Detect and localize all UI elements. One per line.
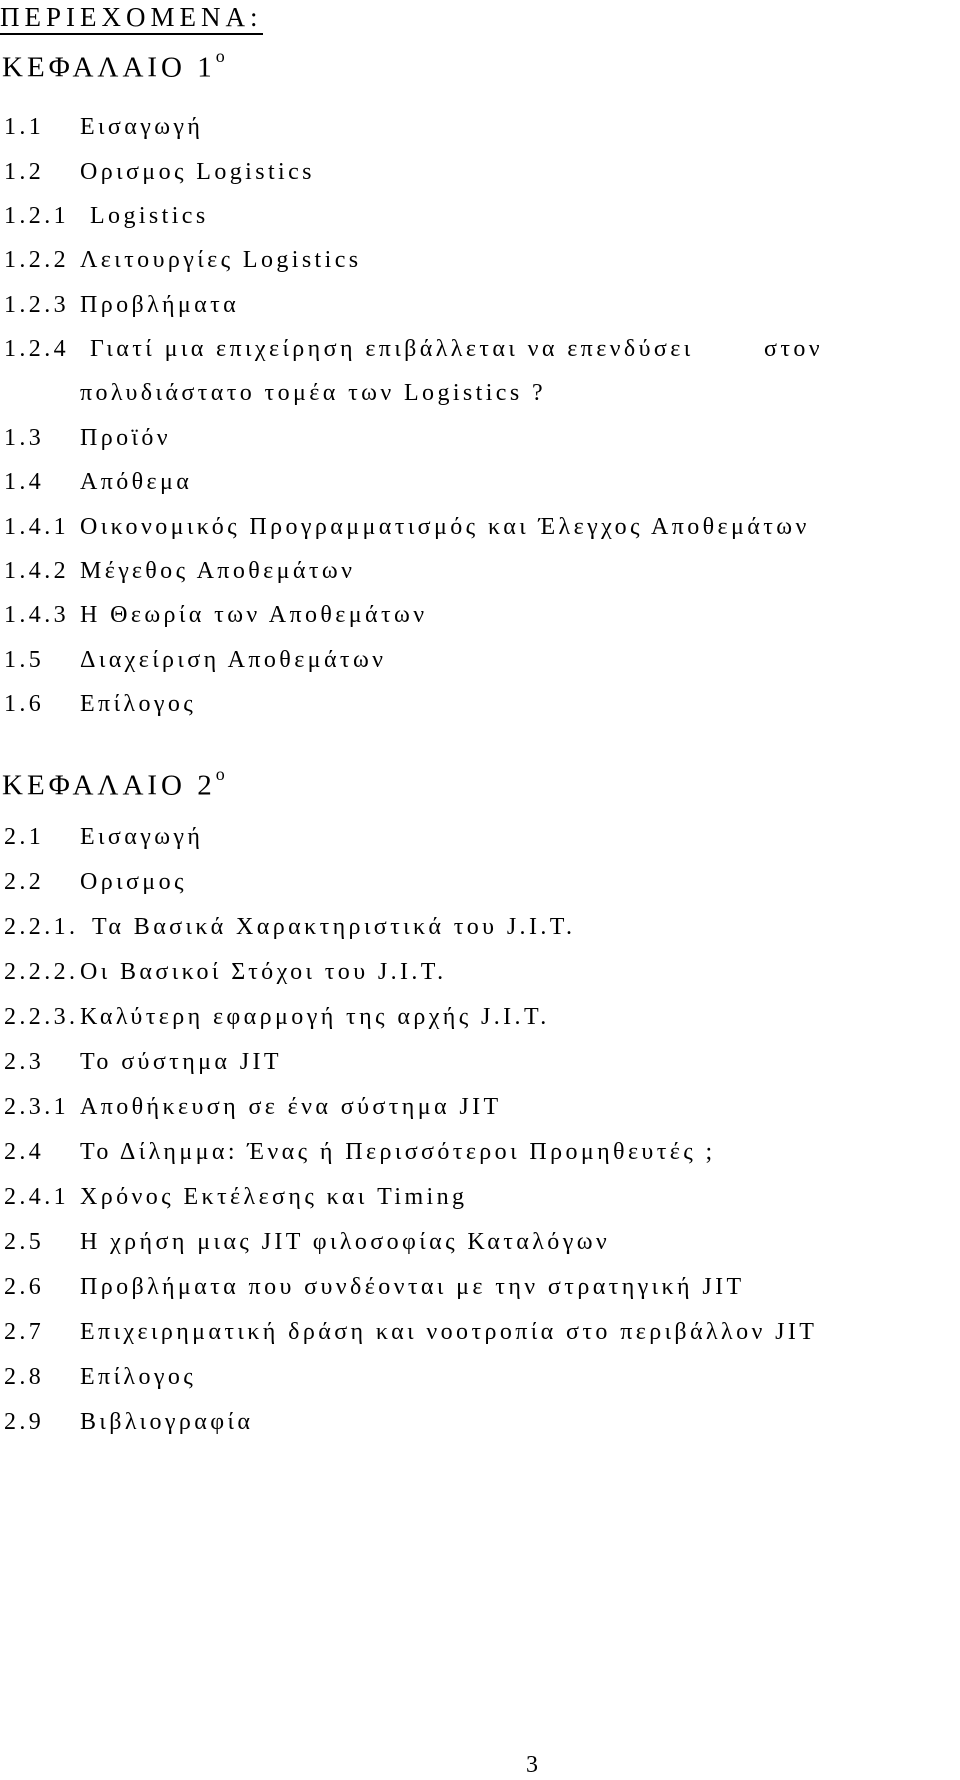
toc-text: Προβλήματα xyxy=(80,292,240,318)
toc-number: 1.4.1 xyxy=(4,514,69,540)
toc-text: Γιατί μια επιχείρηση επιβάλλεται να επενδύσει xyxy=(90,336,694,362)
toc-text-end: στον xyxy=(764,336,824,362)
toc-number: 1.1 xyxy=(4,114,45,140)
toc-text: Προβλήματα που συνδέονται με την στρατηγική JIT xyxy=(80,1274,745,1300)
toc-text: Το Δίλημμα: Ένας ή Περισσότεροι Προμηθευτές ; xyxy=(80,1139,716,1165)
toc-number: 2.1 xyxy=(4,824,45,850)
toc-text: Επιχειρηματική δράση και νοοτροπία στο περιβάλλον JIT xyxy=(80,1319,818,1345)
chapter-2-heading: ΚΕΦΑΛΑΙΟ $2^o$ xyxy=(2,764,225,802)
toc-number: 1.2.2 xyxy=(4,247,69,273)
toc-number: 2.4.1 xyxy=(4,1184,69,1210)
toc-text: Απόθεμα xyxy=(80,469,193,495)
toc-number: 1.2.4 xyxy=(4,336,69,362)
page-number: 3 xyxy=(526,1752,538,1778)
toc-text: Η χρήση μιας JIT φιλοσοφίας Καταλόγων xyxy=(80,1229,611,1255)
toc-text: Οικονομικός Προγραμματισμός και Έλεγχος Αποθεμάτων xyxy=(80,514,810,540)
toc-number: 2.5 xyxy=(4,1229,45,1255)
toc-number: 1.4 xyxy=(4,469,45,495)
toc-number: 2.7 xyxy=(4,1319,45,1345)
toc-text: Εισαγωγή xyxy=(80,114,204,140)
toc-number: 1.4.3 xyxy=(4,602,69,628)
toc-text: Προϊόν xyxy=(80,425,172,451)
toc-text: Ορισμος Logistics xyxy=(80,159,315,185)
toc-number: 2.3.1 xyxy=(4,1094,69,1120)
toc-text: Λειτουργίες Logistics xyxy=(80,247,362,273)
toc-text: Ορισμος xyxy=(80,869,187,895)
toc-text: Διαχείριση Αποθεμάτων xyxy=(80,647,387,673)
toc-text: Καλύτερη εφαρμογή της αρχής J.I.T. xyxy=(80,1004,550,1030)
toc-text: πολυδιάστατο τομέα των Logistics ? xyxy=(80,380,547,406)
toc-text: Επίλογος xyxy=(80,691,197,717)
toc-text: Εισαγωγή xyxy=(80,824,204,850)
toc-number: 2.4 xyxy=(4,1139,45,1165)
toc-number: 1.4.2 xyxy=(4,558,69,584)
toc-number: 1.2.1 xyxy=(4,203,69,229)
toc-number: 1.2.3 xyxy=(4,292,69,318)
toc-number: 2.2.3. xyxy=(4,1004,79,1030)
toc-number: 2.9 xyxy=(4,1409,45,1435)
toc-number: 1.5 xyxy=(4,647,45,673)
toc-number: 2.2.1. xyxy=(4,914,79,940)
toc-text: Το σύστημα JIT xyxy=(80,1049,282,1075)
toc-text: Βιβλιογραφία xyxy=(80,1409,254,1435)
toc-text: Χρόνος Εκτέλεσης και Timing xyxy=(80,1184,468,1210)
toc-text: Τα Βασικά Χαρακτηριστικά του J.I.T. xyxy=(92,914,576,940)
toc-number: 1.2 xyxy=(4,159,45,185)
toc-number: 2.8 xyxy=(4,1364,45,1390)
toc-text: Μέγεθος Αποθεμάτων xyxy=(80,558,356,584)
toc-number: 1.3 xyxy=(4,425,45,451)
toc-number: 2.6 xyxy=(4,1274,45,1300)
toc-text: Αποθήκευση σε ένα σύστημα JIT xyxy=(80,1094,502,1120)
toc-text: Η Θεωρία των Αποθεμάτων xyxy=(80,602,428,628)
page-title: ΠΕΡΙΕΧΟΜΕΝΑ: xyxy=(0,2,263,33)
toc-text: Οι Βασικοί Στόχοι του J.I.T. xyxy=(80,959,447,985)
toc-text: Logistics xyxy=(90,203,209,229)
chapter-1-heading: ΚΕΦΑΛΑΙΟ $1^o$ xyxy=(2,46,225,84)
toc-number: 1.6 xyxy=(4,691,45,717)
toc-number: 2.2.2. xyxy=(4,959,79,985)
toc-number: 2.2 xyxy=(4,869,45,895)
toc-text: Επίλογος xyxy=(80,1364,197,1390)
toc-number: 2.3 xyxy=(4,1049,45,1075)
